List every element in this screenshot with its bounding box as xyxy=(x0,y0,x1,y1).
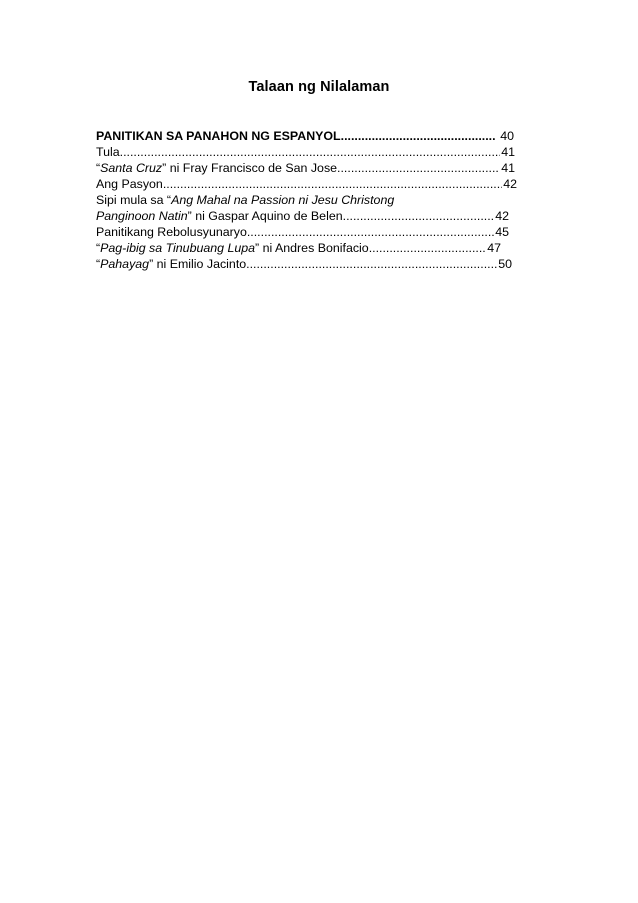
toc-page-number: 40 xyxy=(500,129,514,143)
dot-leader xyxy=(163,176,502,192)
dot-leader xyxy=(247,224,494,240)
toc-entry-tula xyxy=(96,144,515,160)
toc-page-number: 47 xyxy=(487,241,501,255)
dot-leader xyxy=(369,240,487,256)
dot-leader xyxy=(341,128,497,144)
toc-entry-label xyxy=(96,192,394,208)
toc-entry-label: Panitikang Rebolusyunaryo xyxy=(96,225,247,239)
open-quote: “ xyxy=(96,241,101,255)
toc-page-number: 45 xyxy=(495,225,509,239)
toc-entry-label xyxy=(96,160,337,176)
toc-page-number: 41 xyxy=(501,145,515,159)
toc-page-number: 42 xyxy=(503,177,517,191)
author-text: ” ni Emilio Jacinto xyxy=(149,257,247,271)
author-text: ” ni Andres Bonifacio xyxy=(255,241,369,255)
open-quote: “ xyxy=(96,161,101,175)
toc-entry-panitikan-espanyol xyxy=(96,128,514,144)
dot-leader xyxy=(246,256,497,272)
toc-entry-pag-ibig xyxy=(96,240,501,256)
toc-entry-label xyxy=(96,240,369,256)
prefix-text: Sipi mula sa “ xyxy=(96,193,172,207)
toc-entry-label: PANITIKAN SA PANAHON NG ESPANYOL xyxy=(96,129,341,143)
toc-page-number: 42 xyxy=(495,209,509,223)
author-text: ” ni Gaspar Aquino de Belen xyxy=(187,209,343,223)
table-of-contents xyxy=(96,128,526,272)
toc-entry-panitikang-rebolusyunaryo xyxy=(96,224,509,240)
toc-entry-label xyxy=(96,208,343,224)
toc-entry-label xyxy=(96,256,246,272)
toc-entry-santa-cruz xyxy=(96,160,515,176)
work-title: Ang Mahal na Passion ni Jesu Christong xyxy=(171,193,395,207)
work-title: Pahayag xyxy=(100,257,150,271)
toc-entry-label: Ang Pasyon xyxy=(96,177,163,191)
toc-page-number: 41 xyxy=(501,161,515,175)
open-quote: “ xyxy=(96,257,101,271)
toc-page-number: 50 xyxy=(498,257,512,271)
page-title: Talaan ng Nilalaman xyxy=(248,79,390,95)
author-text: ” ni Fray Francisco de San Jose xyxy=(162,161,338,175)
toc-entry-sipi-line2 xyxy=(96,208,509,224)
toc-entry-pahayag xyxy=(96,256,512,272)
toc-entry-label: Tula xyxy=(96,145,120,159)
dot-leader xyxy=(337,160,500,176)
work-title: Pag-ibig sa Tinubuang Lupa xyxy=(100,241,256,255)
work-title: Santa Cruz xyxy=(100,161,163,175)
toc-entry-sipi-line1 xyxy=(96,192,526,208)
dot-leader xyxy=(120,144,501,160)
toc-entry-ang-pasyon xyxy=(96,176,517,192)
work-title-continued: Panginoon Natin xyxy=(96,209,188,223)
dot-leader xyxy=(343,208,495,224)
